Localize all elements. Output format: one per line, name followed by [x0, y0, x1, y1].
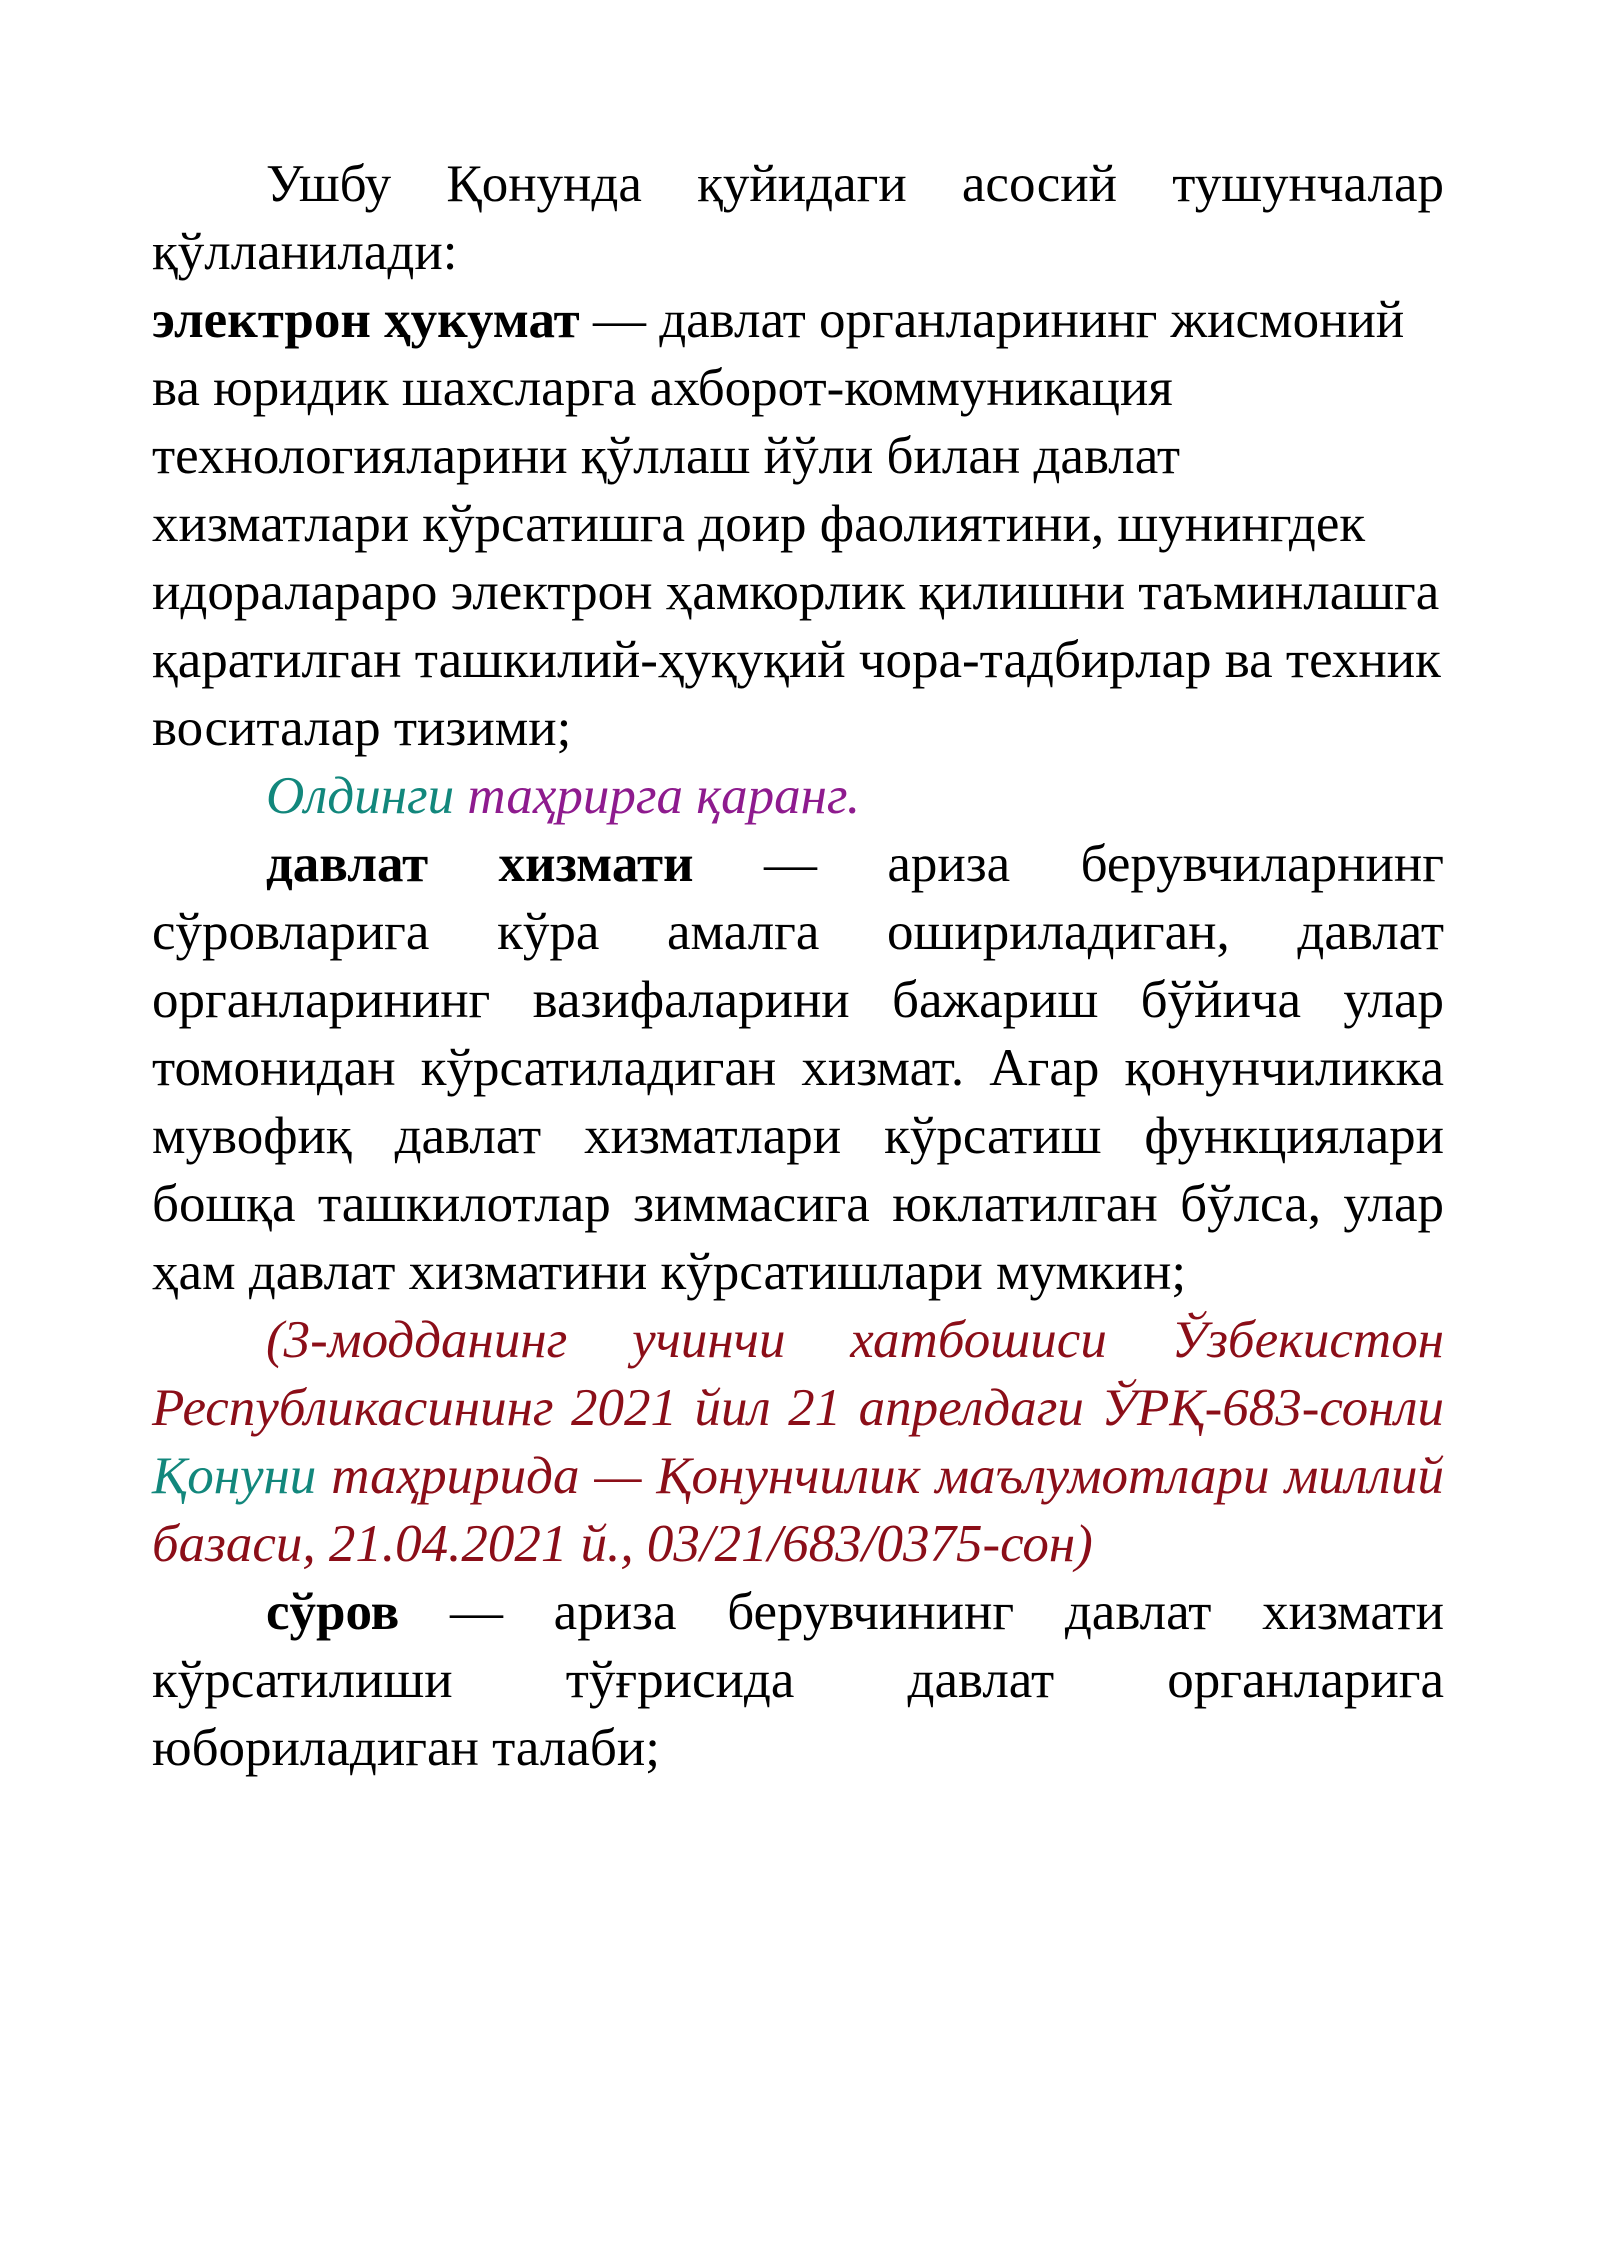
- term-state-service: давлат хизмати: [266, 835, 694, 893]
- definition-electronic-government: [152, 286, 1444, 762]
- definition-state-service: [152, 830, 1444, 1306]
- definition-request: [152, 1578, 1444, 1782]
- amendment-note: [152, 1306, 1444, 1578]
- document-page: [152, 150, 1444, 1782]
- amendment-note-after: таҳририда — Қонунчилик маълумотлари миллий базаси, 21.04.2021 й., 03/21/683/0375-сон): [152, 1447, 1444, 1573]
- definition-text-state-service: — ариза берувчиларнинг сўровларига кўра амалга ошириладиган, давлат органларининг вазифаларини бажариш бўйича улар томонидан кўрсатиладиган хизмат. Агар қонунчиликка мувофиқ давлат хизматлари кўрсатиш функциялари бошқа ташкилотлар зиммасига юклатилган бўлса, улар ҳам давлат хизматини кўрсатишлари мумкин;: [152, 835, 1445, 1301]
- intro-paragraph: [152, 150, 1444, 286]
- law-link[interactable]: Қонуни: [152, 1447, 317, 1505]
- previous-edition-link-part1[interactable]: Олдинги: [266, 767, 468, 825]
- intro-text: Ушбу Қонунда қуйидаги асосий тушунчалар қўлланилади:: [152, 155, 1444, 281]
- definition-text-request: — ариза берувчининг давлат хизмати кўрсатилиши тўғрисида давлат органларига юбориладиган талаби;: [152, 1583, 1444, 1777]
- previous-edition-paragraph: [152, 762, 1444, 830]
- previous-edition-link-part2[interactable]: таҳрирга қаранг.: [467, 767, 861, 825]
- definition-text-electronic-government: — давлат органларининг жисмоний ва юридик шахсларга ахборот-коммуникация технологияларини қўллаш йўли билан давлат хизматлари кўрсатишга доир фаолиятини, шунингдек идоралараро электрон ҳамкорлик қилишни таъминлашга қаратилган ташкилий-ҳуқуқий чора-тадбирлар ва техник воситалар тизими;: [152, 291, 1441, 757]
- term-electronic-government: электрон ҳукумат: [152, 291, 580, 349]
- amendment-note-before: (3-модданинг учинчи хатбошиси Ўзбекистон Республикасининг 2021 йил 21 апрелдаги ЎРҚ-683-сонли: [152, 1311, 1444, 1437]
- term-request: сўров: [266, 1583, 400, 1641]
